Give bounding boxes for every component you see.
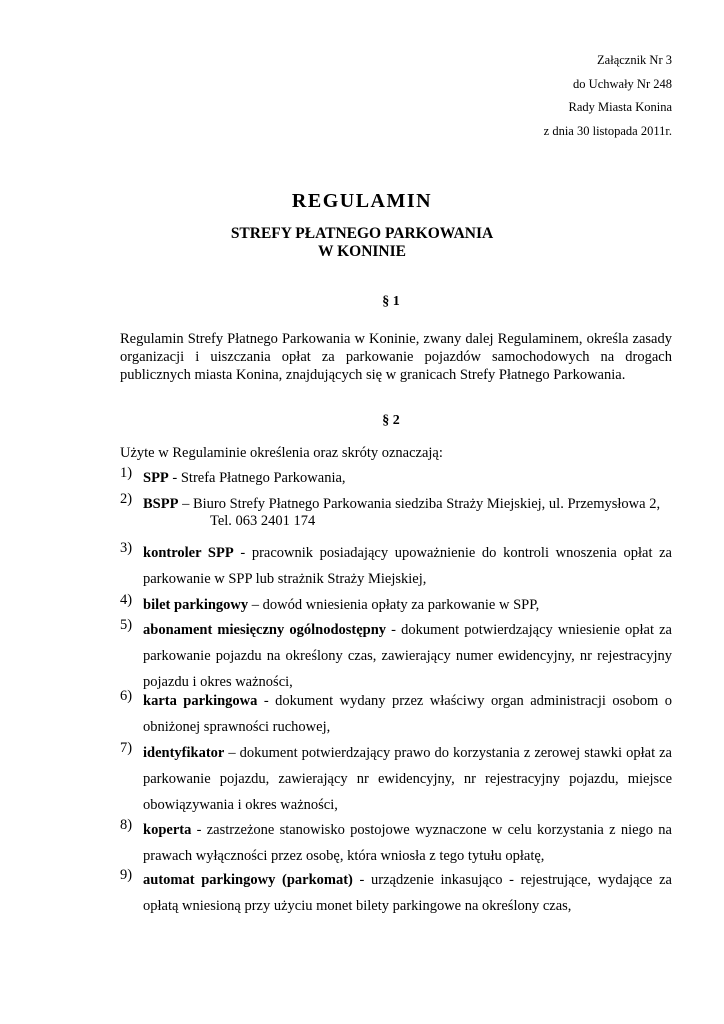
item-definition: - pracownik posiadający upoważnienie do kontroli wnoszenia opłat za parkowanie w SPP lub strażnik Straży Miejskiej, [143,545,672,587]
item-number: 8) [120,817,133,833]
item-number: 1) [120,465,133,481]
item-term: koperta [143,822,192,838]
item-number: 2) [120,491,133,507]
section-1-paragraph: Regulamin Strefy Płatnego Parkowania w Koninie, zwany dalej Regulaminem, określa zasady organizacji i uiszczania opłat za parkowanie pojazdów samochodowych na drogach publicznych miasta Konina, znajdujących się w granicach Strefy Płatnego Parkowania. [120,331,672,383]
item-definition: - zastrzeżone stanowisko postojowe wyznaczone w celu korzystania z niego na prawach wyłączności przez osobę, która wniosła z tego tytułu opłatę, [143,822,672,864]
section-2-heading: § 2 [382,413,400,428]
section-1-heading: § 1 [382,294,400,309]
subtitle-line-1: STREFY PŁATNEGO PARKOWANIA [230,225,494,242]
item-term: abonament miesięczny ogólnodostępny [143,622,387,638]
attachment-line-1: Załącznik Nr 3 [597,53,672,67]
attachment-line-4: z dnia 30 listopada 2011r. [543,123,672,138]
item-definition: – dowód wniesienia opłaty za parkowanie w SPP, [248,597,540,613]
item-term: identyfikator [143,745,225,761]
item-definition: - urządzenie inkasująco - rejestrujące, wydające za opłatą wniesioną przy użyciu monet bilety parkingowe na określony czas, [143,872,672,914]
item-definition: - dokument wydany przez właściwy organ administracji osobom o obniżonej sprawności ruchowej, [143,693,672,735]
item-number: 9) [120,867,133,883]
item-definition: - dokument potwierdzający wniesienie opłat za parkowanie pojazdu na określony czas, zawierający numer ewidencyjny, nr rejestracyjny pojazdu i okres ważności, [143,622,672,690]
item-term: kontroler SPP [143,545,234,561]
item-term: SPP [143,470,169,486]
item-number: 3) [120,540,133,556]
item-term: bilet parkingowy [143,597,249,613]
item-definition: – dokument potwierdzający prawo do korzystania z zerowej stawki opłat za parkowanie pojazdu, zawierający nr ewidencyjny, nr rejestracyjny pojazdu, miejsce obowiązywania i okres ważności, [143,745,672,813]
item-term: automat parkingowy (parkomat) [143,872,353,888]
item-term: karta parkingowa [143,693,258,709]
section-2-intro: Użyte w Regulaminie określenia oraz skróty oznaczają: [120,445,443,461]
item-number: 7) [120,740,133,756]
attachment-line-3: Rady Miasta Konina [568,100,672,114]
bspp-phone: Tel. 063 2401 174 [210,513,316,529]
item-number: 4) [120,592,133,608]
item-definition: - Strefa Płatnego Parkowania, [168,470,346,486]
attachment-header [544,49,672,143]
item-number: 6) [120,688,133,704]
subtitle-line-2: W KONINIE [318,243,406,260]
document-subtitle [0,225,724,261]
item-number: 5) [120,617,133,633]
document-title: REGULAMIN [291,190,433,212]
attachment-line-2: do Uchwały Nr 248 [573,76,672,91]
item-term: BSPP [143,496,179,512]
item-definition: – Biuro Strefy Płatnego Parkowania siedziba Straży Miejskiej, ul. Przemysłowa 2, [178,496,661,512]
